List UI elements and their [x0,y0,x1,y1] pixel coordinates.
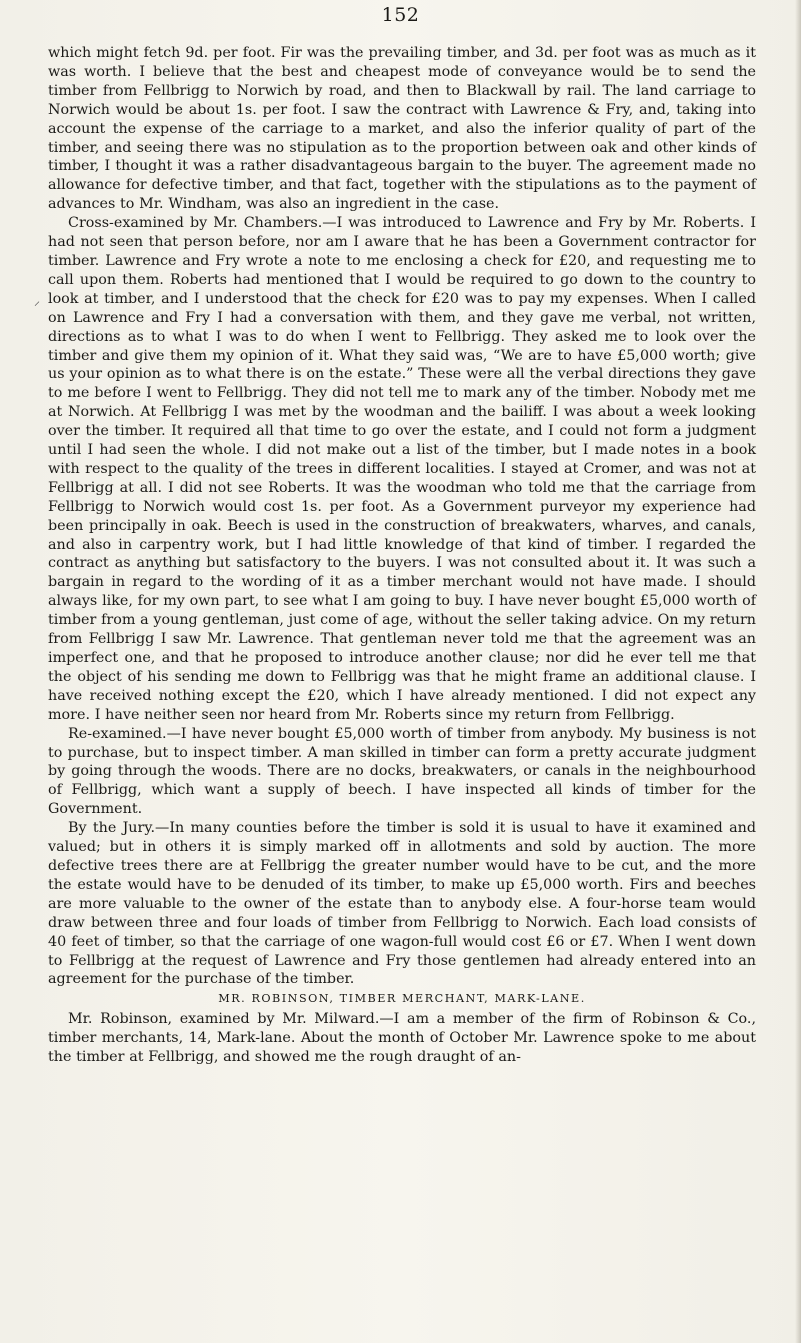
margin-pencil-mark: ⸍ [34,299,41,313]
paragraph-robinson-testimony: Mr. Robinson, examined by Mr. Milward.—I am a member of the firm of Robinson & Co., timber merchants, 14, Mark-lane. About the month of October Mr. Lawrence spoke to me about the timber at Fellbrigg, and showed me the rough draught of an- [48,1011,756,1066]
page-number: 152 [381,4,420,26]
paragraph-jury-questions: By the Jury.—In many counties before the timber is sold it is usual to have it examined and valued; but in others it is simply marked off in allotments and sold by auction. The more defective trees there are at Fellbrigg the greater number would have to be cut, and the more the estate would have to be denuded of its timber, to make up £5,000 worth. Firs and beeches are more valuable to the owner of the estate than to anybody else. A four-horse team would draw between three and four loads of timber from Fellbrigg to Norwich. Each load consists of 40 feet of timber, so that the carriage of one wagon-full would cost £6 or £7. When I went down to Fellbrigg at the request of Lawrence and Fry those gentlemen had already entered into an agreement for the purchase of the timber. [48,820,756,988]
section-heading: MR. ROBINSON, TIMBER MERCHANT, MARK-LANE. [218,992,586,1006]
paragraph-re-examination: Re-examined.—I have never bought £5,000 worth of timber from anybody. My business is not to purchase, but to inspect timber. A man skilled in timber can form a pretty accurate judgment by going through the woods. There are no docks, breakwaters, or canals in the neighbourhood of Fellbrigg, which want a supply of beech. I have inspected all kinds of timber for the Government. [48,725,756,818]
page-body [48,44,756,1067]
paragraph-timber-valuation: which might fetch 9d. per foot. Fir was the prevailing timber, and 3d. per foot was as much as it was worth. I believe that the best and cheapest mode of conveyance would be to send the timber from Fellbrigg to Norwich by road, and then to Blackwall by rail. The land carriage to Norwich would be about 1s. per foot. I saw the contract with Lawrence & Fry, and, taking into account the expense of the carriage to a market, and also the inferior quality of part of the timber, and seeing there was no stipulation as to the proportion between oak and other kinds of timber, I thought it was a rather disadvantageous bargain to the buyer. The agreement made no allowance for defective timber, and that fact, together with the stipulations as to the payment of advances to Mr. Windham, was also an ingredient in the case. [48,45,756,213]
page-edge-shadow [795,0,801,1343]
paragraph-cross-examination: Cross-examined by Mr. Chambers.—I was introduced to Lawrence and Fry by Mr. Roberts. I had not seen that person before, nor am I aware that he has been a Government contractor for timber. Lawrence and Fry wrote a note to me enclosing a check for £20, and requesting me to call upon them. Roberts had mentioned that I would be required to go down to the country to look at timber, and I understood that the check for £20 was to pay my expenses. When I called on Lawrence and Fry I had a conversation with them, and they gave me verbal, not written, directions as to what I was to do when I went to Fellbrigg. They asked me to look over the timber and give them my opinion of it. What they said was, “We are to have £5,000 worth; give us your opinion as to what there is on the estate.” These were all the verbal directions they gave to me before I went to Fellbrigg. They did not tell me to mark any of the timber. Nobody met me at Norwich. At Fellbrigg I was met by the woodman and the bailiff. I was about a week looking over the timber. It required all that time to go over the estate, and I could not form a judgment until I had seen the whole. I did not make out a list of the timber, but I made notes in a book with respect to the quality of the trees in different localities. I stayed at Cromer, and was not at Fellbrigg at all. I did not see Roberts. It was the woodman who told me that the carriage from Fellbrigg to Norwich would cost 1s. per foot. As a Government purveyor my experience had been principally in oak. Beech is used in the construction of breakwaters, wharves, and canals, and also in carpentry work, but I had little knowledge of that kind of timber. I regarded the contract as anything but satisfactory to the buyers. I was not consulted about it. It was such a bargain in regard to the wording of it as a timber merchant would not have made. I should always like, for my own part, to see what I am going to buy. I have never bought £5,000 worth of timber from a young gentleman, just come of age, without the seller taking advice. On my return from Fellbrigg I saw Mr. Lawrence. That gentleman never told me that the agreement was an imperfect one, and that he proposed to introduce another clause; nor did he ever tell me that the object of his sending me down to Fellbrigg was that he might frame an additional clause. I have received nothing except the £20, which I have already mentioned. I did not expect any more. I have neither seen nor heard from Mr. Roberts since my return from Fellbrigg. [48,215,756,723]
